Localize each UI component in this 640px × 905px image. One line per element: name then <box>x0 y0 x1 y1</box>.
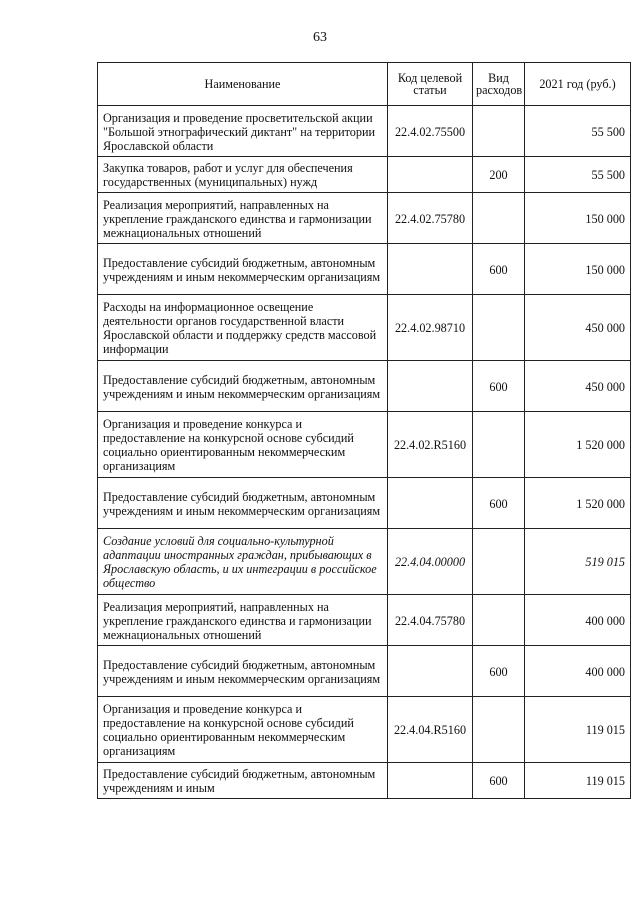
table-row <box>98 697 631 763</box>
cell-name: Закупка товаров, работ и услуг для обеспечения государственных (муниципальных) нужд <box>98 157 388 193</box>
table-body <box>98 106 631 799</box>
cell-amount: 400 000 <box>525 595 631 646</box>
cell-code: 22.4.04.00000 <box>388 529 473 595</box>
cell-name: Предоставление субсидий бюджетным, автономным учреждениям и иным некоммерческим организациям <box>98 244 388 295</box>
cell-type <box>473 412 525 478</box>
table-row <box>98 244 631 295</box>
cell-name: Реализация мероприятий, направленных на укрепление гражданского единства и гармонизации межнациональных отношений <box>98 193 388 244</box>
table-row <box>98 361 631 412</box>
cell-amount: 55 500 <box>525 106 631 157</box>
table-row <box>98 595 631 646</box>
table-row <box>98 529 631 595</box>
cell-code <box>388 646 473 697</box>
cell-code <box>388 478 473 529</box>
page-number: 63 <box>313 30 327 45</box>
cell-type: 600 <box>473 361 525 412</box>
cell-type <box>473 697 525 763</box>
cell-type: 600 <box>473 478 525 529</box>
cell-amount: 119 015 <box>525 697 631 763</box>
cell-name: Создание условий для социально-культурной адаптации иностранных граждан, прибывающих в Ярославскую область, и их интеграции в российское общество <box>98 529 388 595</box>
cell-amount: 119 015 <box>525 763 631 799</box>
cell-amount: 450 000 <box>525 295 631 361</box>
cell-type: 600 <box>473 763 525 799</box>
cell-type: 600 <box>473 646 525 697</box>
table-row <box>98 106 631 157</box>
cell-code: 22.4.02.75780 <box>388 193 473 244</box>
table-row <box>98 295 631 361</box>
cell-amount: 150 000 <box>525 244 631 295</box>
cell-amount: 150 000 <box>525 193 631 244</box>
cell-amount: 400 000 <box>525 646 631 697</box>
table-row <box>98 478 631 529</box>
cell-amount: 450 000 <box>525 361 631 412</box>
cell-code <box>388 157 473 193</box>
cell-name: Реализация мероприятий, направленных на укрепление гражданского единства и гармонизации межнациональных отношений <box>98 595 388 646</box>
cell-name: Организация и проведение конкурса и предоставление на конкурсной основе субсидий социально ориентированным некоммерческим организациям <box>98 412 388 478</box>
header-type: Вид расходов <box>473 63 525 106</box>
table-row <box>98 193 631 244</box>
cell-amount: 519 015 <box>525 529 631 595</box>
cell-code <box>388 361 473 412</box>
cell-name: Расходы на информационное освещение деятельности органов государственной власти Ярославской области и поддержку средств массовой информации <box>98 295 388 361</box>
cell-amount: 1 520 000 <box>525 478 631 529</box>
cell-name: Предоставление субсидий бюджетным, автономным учреждениям и иным <box>98 763 388 799</box>
table-header-row <box>98 63 631 106</box>
header-amount: 2021 год (руб.) <box>525 63 631 106</box>
header-name: Наименование <box>98 63 388 106</box>
cell-type: 600 <box>473 244 525 295</box>
cell-code: 22.4.02.98710 <box>388 295 473 361</box>
cell-code: 22.4.04.R5160 <box>388 697 473 763</box>
cell-name: Предоставление субсидий бюджетным, автономным учреждениям и иным некоммерческим организациям <box>98 361 388 412</box>
cell-code: 22.4.04.75780 <box>388 595 473 646</box>
cell-code <box>388 244 473 295</box>
budget-table <box>97 62 631 799</box>
table-row <box>98 646 631 697</box>
cell-name: Организация и проведение просветительской акции "Большой этнографический диктант" на территории Ярославской области <box>98 106 388 157</box>
cell-type <box>473 106 525 157</box>
cell-type <box>473 595 525 646</box>
cell-amount: 55 500 <box>525 157 631 193</box>
table-row <box>98 763 631 799</box>
cell-name: Предоставление субсидий бюджетным, автономным учреждениям и иным некоммерческим организациям <box>98 478 388 529</box>
header-code: Код целевой статьи <box>388 63 473 106</box>
cell-name: Организация и проведение конкурса и предоставление на конкурсной основе субсидий социально ориентированным некоммерческим организациям <box>98 697 388 763</box>
cell-name: Предоставление субсидий бюджетным, автономным учреждениям и иным некоммерческим организациям <box>98 646 388 697</box>
cell-type <box>473 295 525 361</box>
cell-type: 200 <box>473 157 525 193</box>
cell-amount: 1 520 000 <box>525 412 631 478</box>
table-row <box>98 412 631 478</box>
table-row <box>98 157 631 193</box>
cell-code: 22.4.02.75500 <box>388 106 473 157</box>
cell-code: 22.4.02.R5160 <box>388 412 473 478</box>
cell-type <box>473 529 525 595</box>
cell-type <box>473 193 525 244</box>
cell-code <box>388 763 473 799</box>
